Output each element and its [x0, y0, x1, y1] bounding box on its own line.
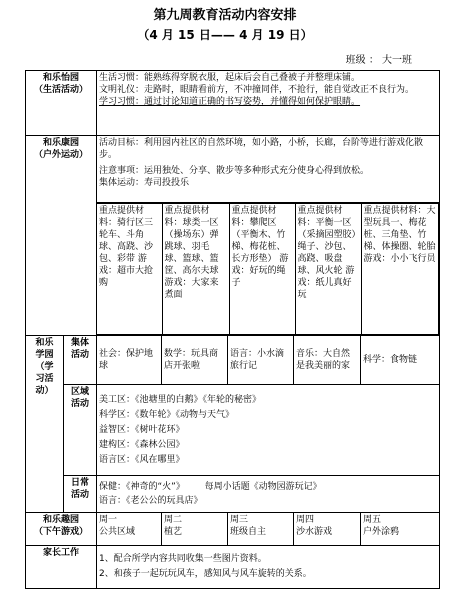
label-learning: 和乐 学园 （学 习活 动） [26, 336, 64, 513]
daily-language: 语言：《老公公的玩具店》 [99, 496, 203, 506]
game-day-cell: 周一 公共区域 [97, 513, 162, 546]
label-daily-activity: 日常 活动 [64, 476, 97, 513]
row-life [26, 71, 440, 136]
game-day-cell: 周二 植艺 [162, 513, 228, 546]
parents-item: 1、配合所学内容共同收集一些图片资料。 [99, 554, 267, 564]
label-outdoor: 和乐康园 （户外运动） [26, 136, 97, 336]
life-study-habit: 学习习惯：通过讨论知道正确的书写姿势，并懂得如何保护眼睛。 [99, 97, 361, 107]
game-day-cell: 周三 班级自主 [228, 513, 294, 546]
group-item: 数学：玩具商店开张啦 [162, 336, 228, 385]
daily-content [97, 476, 440, 513]
group-item: 科学：食物链 [361, 336, 440, 385]
parents-content [97, 546, 440, 589]
row-learning-group [26, 336, 440, 385]
group-item: 音乐：大自然是我美丽的家 [294, 336, 361, 385]
label-area-activity: 区域 活动 [64, 385, 97, 476]
outdoor-materials [97, 203, 440, 336]
class-info: 班级 ： 大一班 [345, 55, 412, 66]
schedule-table [25, 70, 440, 589]
row-learning-daily [26, 476, 440, 513]
parents-item: 2、和孩子一起玩玩风车，感知风与风车旋转的关系。 [99, 569, 312, 579]
group-item: 语言：小水滴旅行记 [228, 336, 294, 385]
outdoor-goals [97, 136, 440, 203]
life-etiquette: 文明礼仪：走路时，眼睛看前方，不冲撞同伴，不抢行，能自觉改正不良行为。 [99, 85, 415, 95]
row-games [26, 513, 440, 546]
game-day-cell: 周五 户外涂鸦 [361, 513, 440, 546]
group-item: 社会：保护地球 [97, 336, 162, 385]
label-group-activity: 集体 活动 [64, 336, 97, 385]
life-habit: 生活习惯：能熟练得穿脱衣服，起床后会自己叠被子并整理床铺。 [99, 73, 361, 83]
date-range: （4 月 15 日—— 4 月 19 日） [137, 28, 313, 42]
outdoor-target: 活动目标：利用园内社区的自然环境，如小路，小桥，长廊，台阶等进行游戏化散步。 [99, 138, 424, 160]
row-parents [26, 546, 440, 589]
label-parents: 家长工作 [26, 546, 97, 589]
material-cell: 重点提供材料：球类一区（操场东）弹跳球、羽毛球、篮球、篮筐、高尔夫球 游戏：大家来煮面 [162, 204, 229, 335]
material-cell: 重点提供材料：大型玩具一、梅花桩、三角垫、竹梯、体操圈、轮胎 游戏：小小飞行员 [361, 204, 439, 335]
label-games: 和乐趣园 （下午游戏） [26, 513, 97, 546]
material-cell: 重点提供材料：骑行区三轮车、斗角球、高跷、沙包、彩带 游戏：超市大抢购 [97, 204, 162, 335]
material-cell: 重点提供材料：攀爬区（平衡木、竹梯、梅花桩、长方形垫） 游戏：好玩的绳子 [229, 204, 295, 335]
life-content [97, 71, 440, 136]
outdoor-group-sport: 集体运动：寿司投投乐 [99, 178, 190, 188]
area-item: 益智区：《树叶花环》 [99, 424, 185, 435]
material-cell: 重点提供材料：平衡一区（采摘园塑胶）绳子、沙包、高跷、吸盘球、风火轮 游戏：纸儿真好玩 [295, 204, 361, 335]
daily-health: 保健：《神奇的“火”》 [99, 482, 185, 492]
row-outdoor-goals [26, 136, 440, 203]
page-title: 第九周教育活动内容安排 [153, 8, 297, 23]
area-item: 建构区：《森林公园》 [99, 439, 185, 450]
outdoor-notes: 注意事项：运用独处、分享、散步等多种形式充分使身心得到放松。 [99, 166, 370, 176]
game-day-cell: 周四 沙水游戏 [294, 513, 361, 546]
row-learning-area [26, 385, 440, 476]
area-item: 美工区：《池塘里的白鹅》《年轮的秘密》 [99, 394, 262, 405]
area-item: 科学区：《数年轮》《动物与天气》 [99, 409, 235, 420]
area-content [97, 385, 440, 476]
area-item: 语言区：《风在哪里》 [99, 454, 185, 465]
daily-weekly-topic: 每周小话题《动物园游玩记》 [204, 482, 322, 492]
label-life: 和乐怡园 （生活活动） [26, 71, 97, 136]
